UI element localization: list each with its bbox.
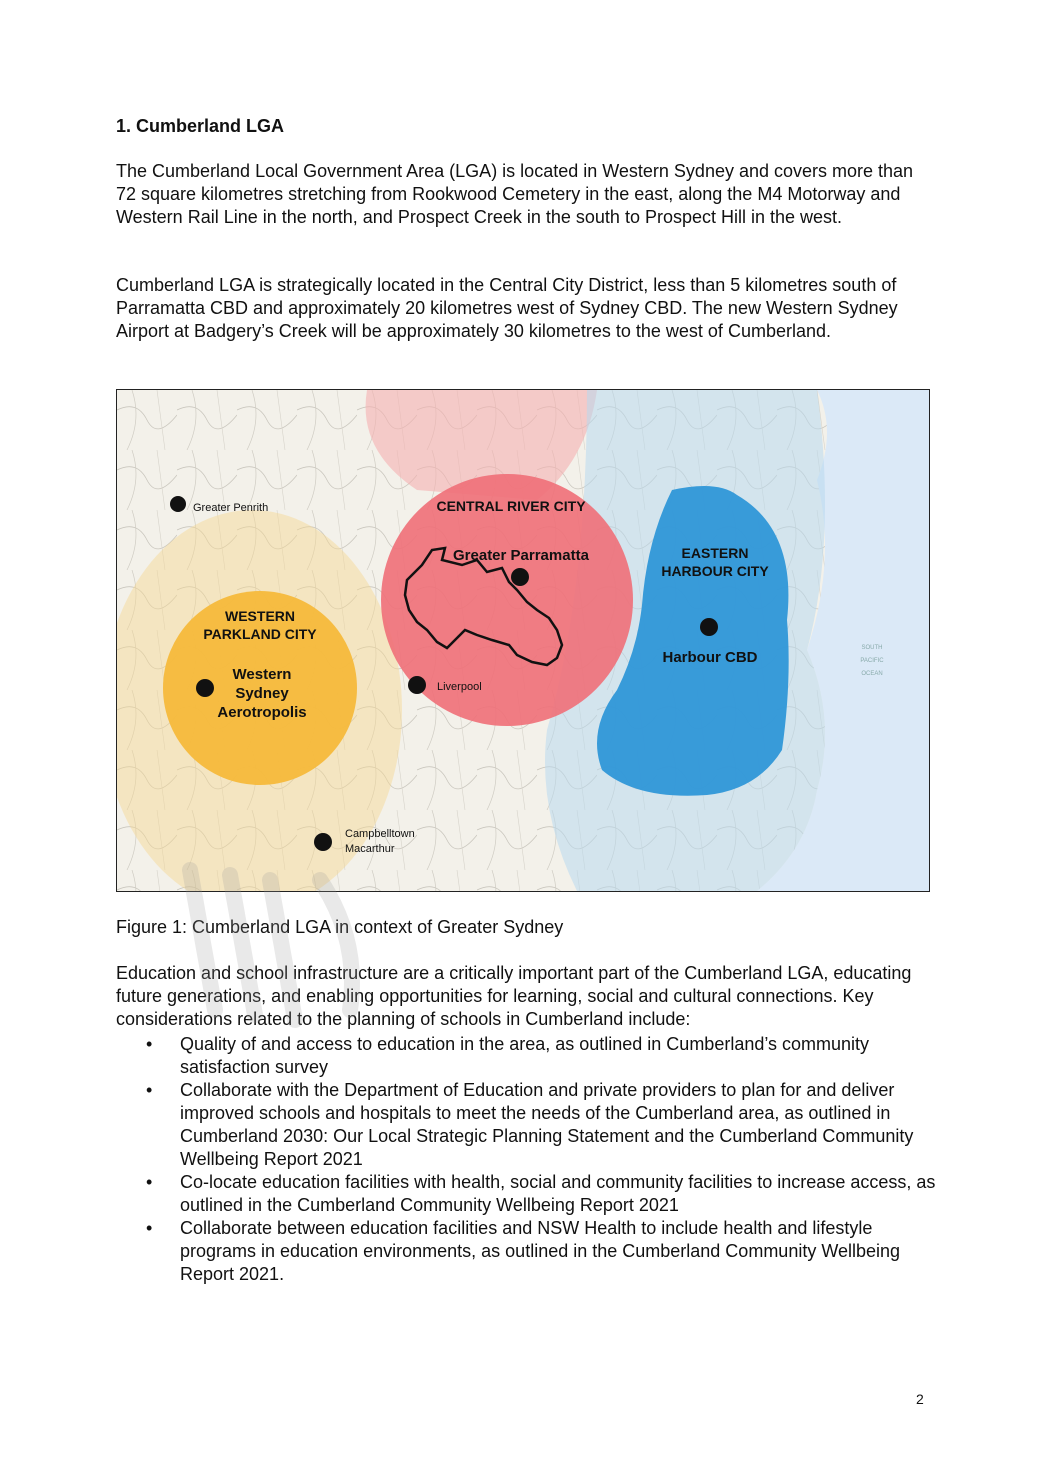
central-river-city-label: CENTRAL RIVER CITY <box>436 498 586 514</box>
location-paragraph: Cumberland LGA is strategically located in the Central City District, less than 5 kilometres south of Parramatta CBD and approximately 20 kilometres west of Sydney CBD. The new Western Sydney Airport at Badgery’s Creek will be approximately 30 kilometres to the west of Cumberland. <box>116 275 898 341</box>
greater-sydney-map <box>116 389 930 892</box>
ocean-label-line1: SOUTH <box>861 645 883 651</box>
list-item: • Co-locate education facilities with health, social and community facilities to increase access, as outlined in the Cumberland Community Wellbeing Report 2021 <box>116 1171 946 1217</box>
list-item: • Collaborate between education facilities and NSW Health to include health and lifestyle programs in education environments, as outlined in the Cumberland Community Wellbeing Report 2021. <box>116 1217 946 1286</box>
section-heading: 1. Cumberland LGA <box>116 116 285 136</box>
eastern-harbour-city-label-line1: EASTERN <box>681 545 749 561</box>
greater-parramatta-label: Greater Parramatta <box>453 547 589 564</box>
education-paragraph: Education and school infrastructure are a critically important part of the Cumberland LGA, educating future generations, and enabling opportunities for learning, social and cultural connections. Key considerations related to the planning of schools in Cumberland include: <box>116 963 912 1029</box>
harbour-cbd-point <box>700 618 718 636</box>
aerotropolis-label-line1: Western <box>232 666 292 683</box>
greater-penrith-point <box>170 496 186 512</box>
aerotropolis-point <box>196 679 214 697</box>
considerations-list <box>116 1033 946 1286</box>
western-parkland-city-label-line2: PARKLAND CITY <box>203 626 317 642</box>
liverpool-point <box>408 676 426 694</box>
ocean-label-line3: OCEAN <box>861 671 883 677</box>
harbour-cbd-label: Harbour CBD <box>662 649 758 666</box>
aerotropolis-label-line3: Aerotropolis <box>217 704 307 721</box>
liverpool-label: Liverpool <box>437 681 482 693</box>
western-parkland-city-label-line1: WESTERN <box>225 608 295 624</box>
greater-parramatta-point <box>511 568 529 586</box>
campbelltown-label-line2: Macarthur <box>345 843 395 855</box>
list-item: • Collaborate with the Department of Education and private providers to plan for and deliver improved schools and hospitals to meet the needs of the Cumberland area, as outlined in Cumberland 2030: Our Local Strategic Planning Statement and the Cumberland Community Wellbeing Report 2021 <box>116 1079 946 1171</box>
greater-penrith-label: Greater Penrith <box>193 502 269 514</box>
eastern-harbour-city-label-line2: HARBOUR CITY <box>661 563 769 579</box>
list-item: • Quality of and access to education in the area, as outlined in Cumberland’s community satisfaction survey <box>116 1033 946 1079</box>
figure-caption: Figure 1: Cumberland LGA in context of Greater Sydney <box>116 917 564 937</box>
campbelltown-point <box>314 833 332 851</box>
aerotropolis-label-line2: Sydney <box>235 685 289 702</box>
campbelltown-label-line1: Campbelltown <box>345 828 415 840</box>
page-number: 2 <box>916 1391 924 1407</box>
ocean-label-line2: PACIFIC <box>860 658 884 664</box>
intro-paragraph: The Cumberland Local Government Area (LGA) is located in Western Sydney and covers more than 72 square kilometres stretching from Rookwood Cemetery in the east, along the M4 Motorway and Western Rail Line in the north, and Prospect Creek in the south to Prospect Hill in the west. <box>116 161 914 227</box>
map-graphic <box>117 390 929 891</box>
